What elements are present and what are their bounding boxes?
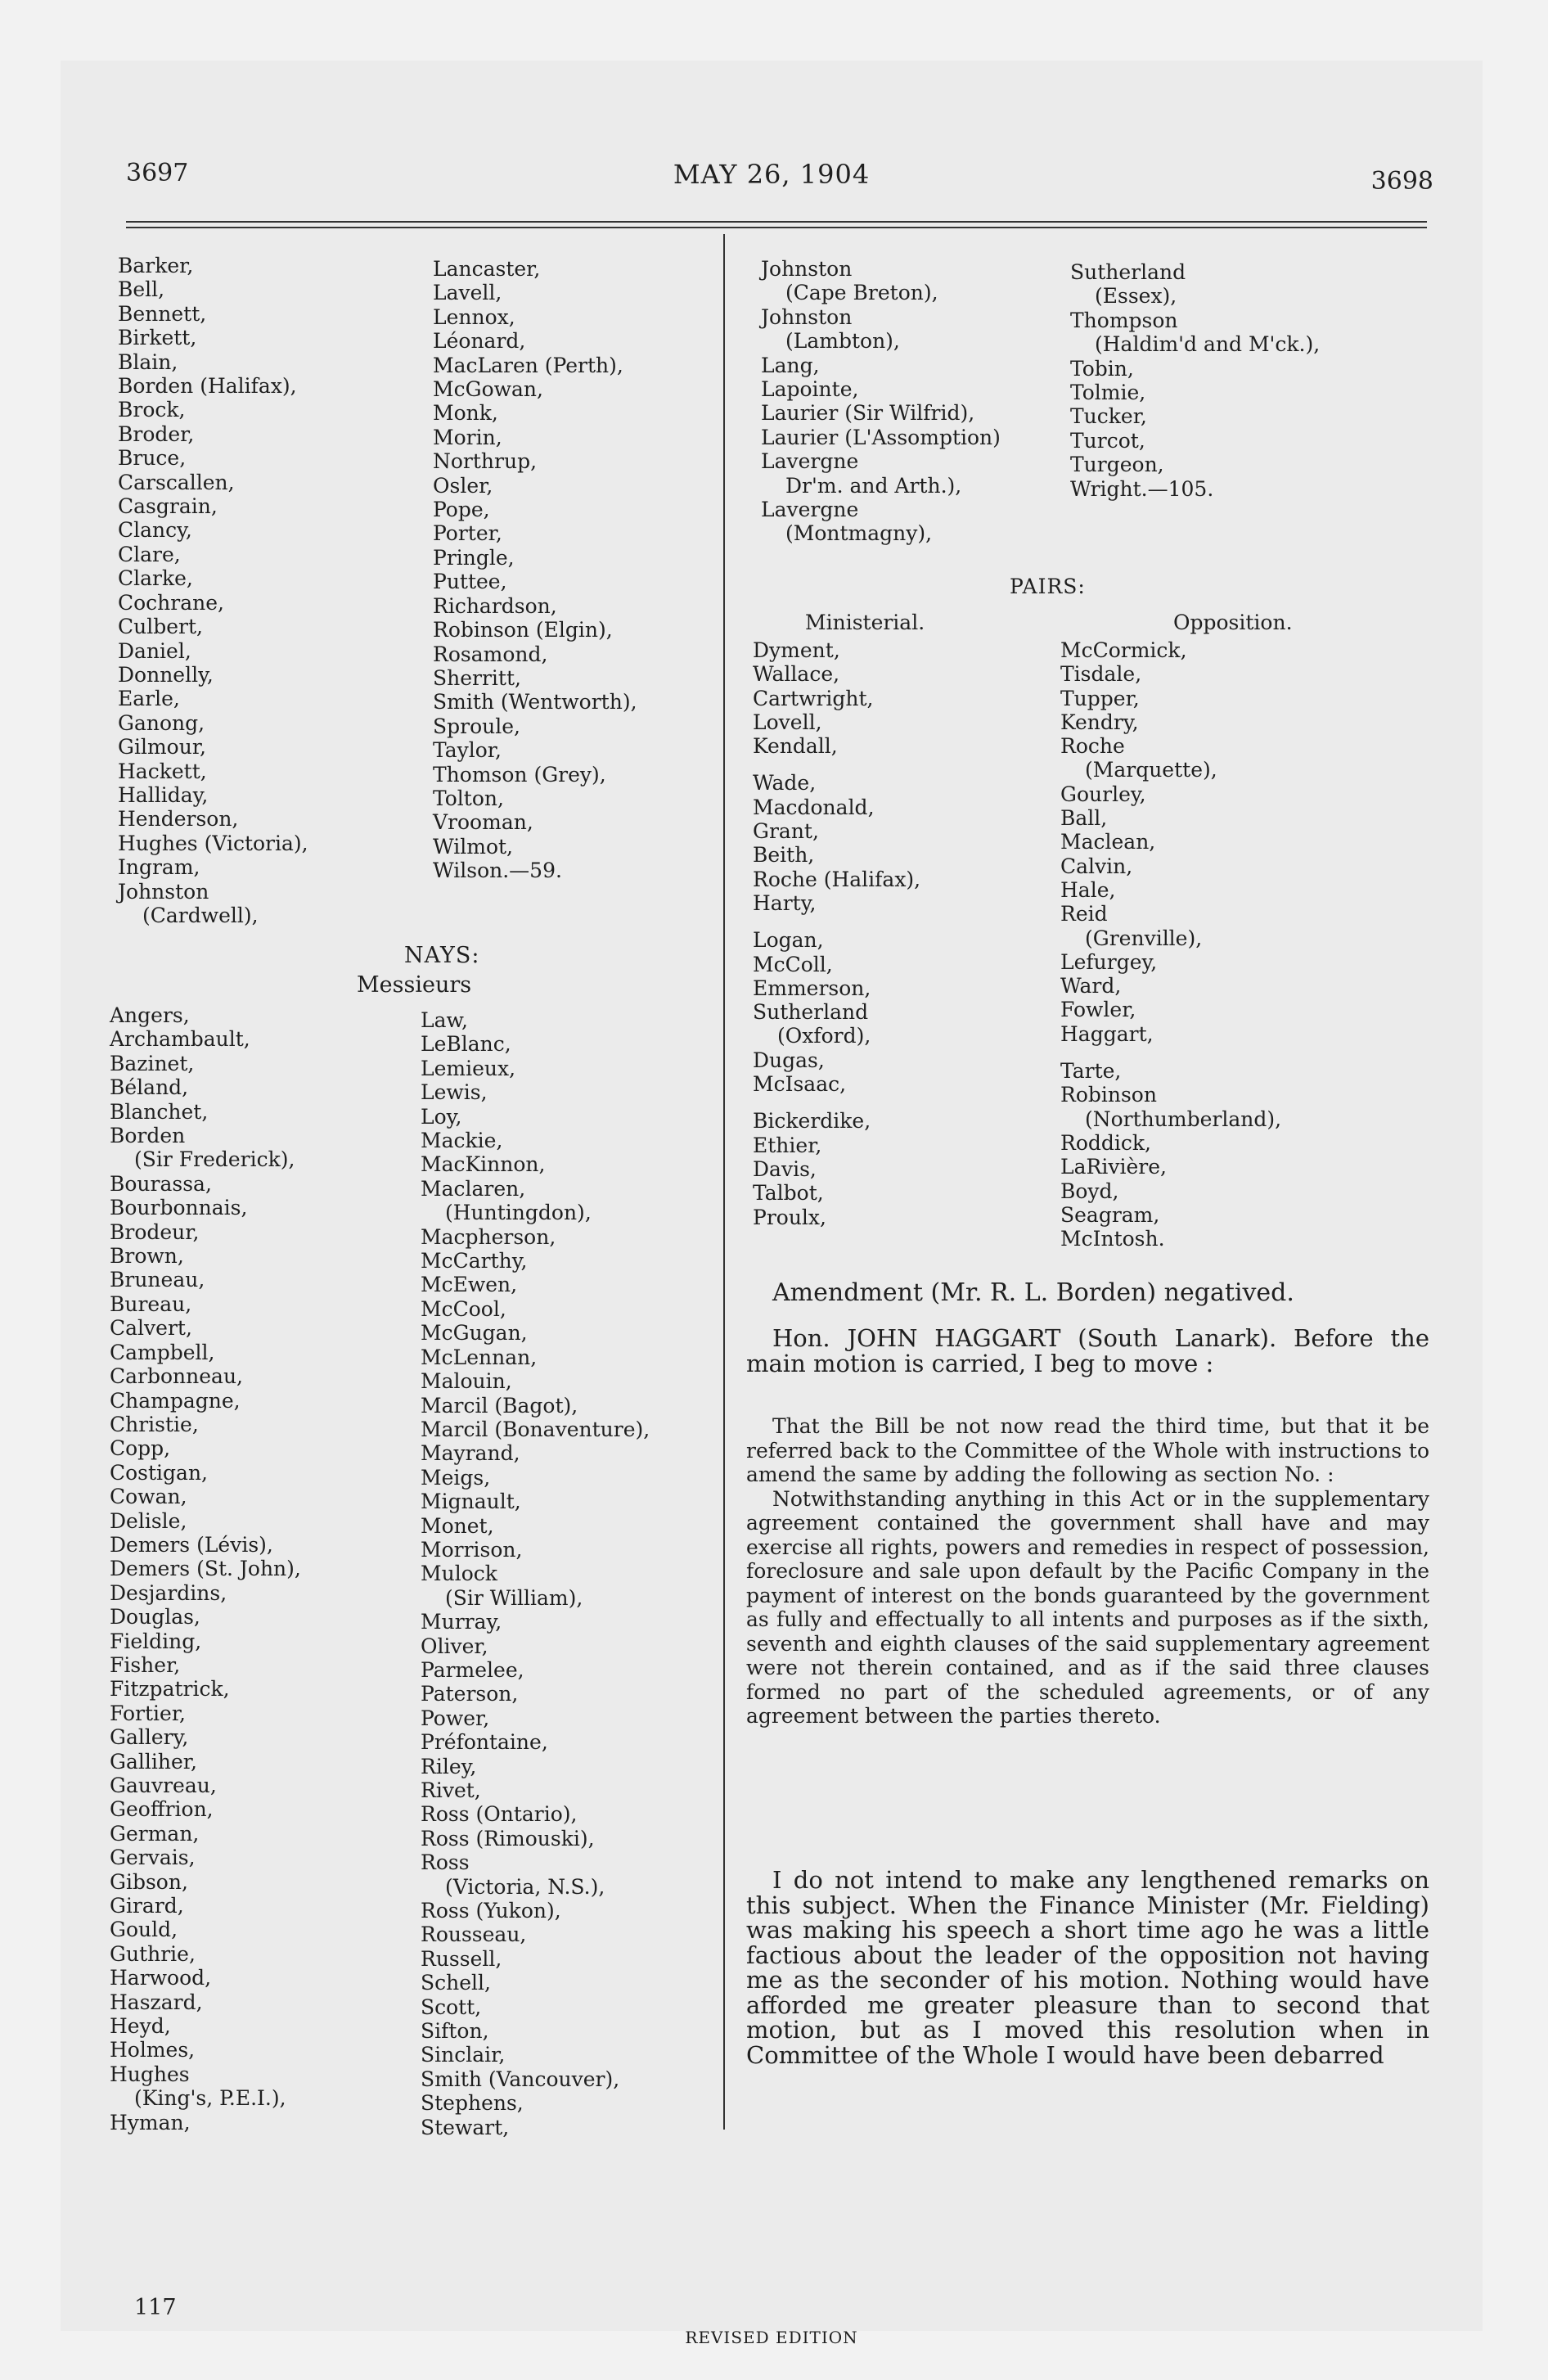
member-name: Power, (421, 1706, 490, 1730)
member-name: Macpherson, (421, 1224, 556, 1249)
member-name: Turgeon, (1070, 453, 1164, 477)
member-name: Ethier, (753, 1133, 822, 1157)
member-name: Rivet, (421, 1778, 481, 1802)
member-name: Roche (Halifax), (753, 867, 921, 891)
member-name: McCarthy, (421, 1249, 528, 1273)
member-name: Fisher, (110, 1652, 181, 1677)
member-name: Bruce, (118, 446, 187, 471)
member-name: (Huntingdon), (445, 1201, 592, 1225)
member-name: Lavell, (433, 281, 502, 305)
member-name: Daniel, (118, 638, 191, 663)
member-name: Richardson, (433, 593, 557, 618)
member-name: Riley, (421, 1754, 477, 1778)
member-name: Tarte, (1060, 1059, 1122, 1084)
yeas-list-3 (761, 257, 1001, 546)
member-name: Lennox, (433, 304, 515, 329)
member-name: Ball, (1060, 806, 1108, 831)
speech-paragraph: I do not intend to make any lengthened remarks on this subject. When the Finance Minister (Mr. Fielding) was making his speech a short time ago he was a little factious about the leader of the opposition not having me as the seconder of his motion. Nothing would have afforded me greater pleasure than to second that motion, but as I moved this resolution when in Committee of the Whole I would have been debarred (746, 1866, 1429, 2069)
member-name: Bruneau, (110, 1268, 205, 1292)
member-name: Bickerdike, (753, 1109, 871, 1134)
member-name: Donnelly, (118, 662, 214, 687)
member-name: Morrison, (421, 1537, 523, 1562)
member-name: McCool, (421, 1296, 506, 1321)
member-name: Lovell, (753, 710, 822, 734)
member-name: McEwen, (421, 1273, 518, 1297)
opposition-heading: Opposition. (1173, 611, 1293, 634)
member-name: Fortier, (110, 1701, 186, 1725)
member-name: Hughes (110, 2062, 190, 2086)
member-name: Scott, (421, 1995, 482, 2019)
member-name: Borden (110, 1124, 186, 1148)
member-name: Calvin, (1060, 854, 1133, 878)
member-name: Reid (1060, 902, 1108, 926)
member-name: Mayrand, (421, 1441, 520, 1466)
member-name: Dr'm. and Arth.), (785, 473, 962, 498)
amendment-result: Amendment (Mr. R. L. Borden) negatived. (772, 1278, 1294, 1307)
member-name: LaRivière, (1060, 1155, 1167, 1179)
member-name: Sutherland (753, 1000, 869, 1025)
member-name: Hackett, (118, 759, 207, 783)
column-divider (723, 234, 725, 2130)
member-name: Macdonald, (753, 795, 875, 819)
member-name: Pope, (433, 498, 490, 522)
member-name: Dyment, (753, 638, 840, 662)
member-name: Johnston (761, 257, 853, 281)
column-number: 117 (134, 2295, 177, 2320)
member-name: Ross (Ontario), (421, 1802, 578, 1827)
member-name: Thompson (1070, 308, 1178, 332)
member-name: Lapointe, (761, 377, 859, 402)
member-name: Sifton, (421, 2019, 489, 2044)
member-name: Lavergne (761, 449, 859, 474)
member-name: Galliher, (110, 1749, 197, 1774)
member-name: (Sir Frederick), (134, 1147, 295, 1172)
member-name: Gould, (110, 1918, 178, 1942)
member-name: Johnston (118, 879, 209, 904)
member-name: Smith (Vancouver), (421, 2067, 620, 2091)
member-name: McIntosh. (1060, 1227, 1165, 1251)
member-name: Osler, (433, 473, 493, 498)
member-name: Emmerson, (753, 976, 871, 1000)
motion-text (746, 1414, 1429, 1729)
member-name: Maclean, (1060, 830, 1156, 854)
member-name: Mackie, (421, 1129, 503, 1153)
member-name: Marcil (Bonaventure), (421, 1417, 650, 1441)
member-name: Turcot, (1070, 428, 1145, 453)
member-name: McColl, (753, 952, 833, 976)
member-name: Hughes (Victoria), (118, 831, 308, 855)
member-name: Tolmie, (1070, 381, 1146, 405)
member-name: Robinson (Elgin), (433, 618, 613, 642)
page-date: MAY 26, 1904 (673, 159, 871, 190)
member-name: Geoffrion, (110, 1797, 214, 1822)
member-name: Smith (Wentworth), (433, 690, 637, 714)
member-name: Loy, (421, 1104, 462, 1129)
motion-paragraph: Notwithstanding anything in this Act or in the supplementary agreement contained the government shall have and may exercise all rights, powers and remedies in respect of possession, foreclosure and sale upon default by the Pacific Company in the payment of interest on the bonds guaranteed by the government as fully and effectually to all intents and purposes as if the sixth, seventh and eighth clauses of the said supplementary agreement were not therein contained, and as if the said three clauses formed no part of the scheduled agreements, or of any agreement between the parties thereto. (746, 1486, 1429, 1728)
member-name: Bourbonnais, (110, 1196, 248, 1220)
member-name: Champagne, (110, 1388, 241, 1413)
member-name: Christie, (110, 1412, 199, 1436)
member-name: Lewis, (421, 1080, 488, 1105)
member-name: Robinson (1060, 1083, 1157, 1107)
member-name: Brock, (118, 398, 186, 422)
member-name: Dugas, (753, 1048, 825, 1072)
member-name: MacKinnon, (421, 1152, 546, 1177)
member-name: Tucker, (1070, 404, 1147, 429)
member-name: Porter, (433, 521, 502, 546)
hansard-page (61, 61, 1483, 2347)
member-name: Law, (421, 1008, 468, 1032)
member-name: Borden (Halifax), (118, 374, 297, 399)
member-name: Fitzpatrick, (110, 1677, 230, 1702)
member-name: Johnston (761, 304, 853, 329)
member-name: Fowler, (1060, 998, 1136, 1022)
member-name: Birkett, (118, 326, 197, 350)
member-name: Copp, (110, 1436, 171, 1461)
yeas-list-2 (433, 257, 637, 883)
footer-edition: REVISED EDITION (685, 2328, 858, 2347)
member-name: Angers, (110, 1003, 190, 1027)
member-name: Talbot, (753, 1181, 824, 1206)
member-name: Kendall, (753, 734, 838, 759)
member-name: Cochrane, (118, 590, 224, 615)
member-name: Tobin, (1070, 356, 1134, 381)
member-name: Malouin, (421, 1369, 512, 1394)
speaker-intro: Hon. JOHN HAGGART (South Lanark). Before the main motion is carried, I beg to move : (746, 1324, 1429, 1377)
member-name: Campbell, (110, 1340, 215, 1364)
member-name: McLennan, (421, 1345, 538, 1369)
member-name: Girard, (110, 1894, 184, 1918)
nays-list-2 (421, 1008, 650, 2139)
member-name: Mignault, (421, 1490, 521, 1514)
yeas-list-4 (1070, 260, 1320, 501)
nays-subheading: Messieurs (357, 972, 472, 998)
member-name: Clarke, (118, 566, 193, 591)
pairs-ministerial-list (753, 638, 920, 1229)
member-name: Halliday, (118, 782, 209, 807)
member-name: Demers (Lévis), (110, 1532, 273, 1557)
member-name: Brown, (110, 1244, 184, 1269)
member-name: (Essex), (1095, 284, 1177, 309)
member-name (1060, 1046, 1281, 1059)
member-name: Brodeur, (110, 1219, 200, 1244)
member-name: Wright.—105. (1070, 476, 1214, 501)
member-name: Gallery, (110, 1725, 189, 1750)
member-name: Schell, (421, 1971, 491, 1995)
header-rule-bottom (126, 227, 1427, 228)
member-name: Bennett, (118, 301, 207, 326)
member-name: Gibson, (110, 1869, 188, 1894)
member-name: MacLaren (Perth), (433, 353, 623, 377)
member-name: Tisdale, (1060, 662, 1142, 687)
member-name (753, 915, 920, 928)
member-name: Sproule, (433, 714, 520, 738)
member-name (753, 758, 920, 771)
member-name: Heyd, (110, 2014, 171, 2039)
member-name: Wallace, (753, 662, 840, 687)
member-name: Wilson.—59. (433, 859, 562, 883)
member-name: Grant, (753, 819, 819, 844)
member-name: Douglas, (110, 1605, 200, 1629)
yeas-list-1 (118, 254, 308, 927)
member-name: (Northumberland), (1085, 1107, 1282, 1131)
member-name: Delisle, (110, 1508, 187, 1533)
member-name: Préfontaine, (421, 1730, 548, 1755)
member-name: Sutherland (1070, 260, 1186, 284)
header-rule-top (126, 221, 1427, 223)
member-name: (Montmagny), (785, 521, 933, 546)
member-name: Roddick, (1060, 1130, 1151, 1155)
member-name: McIsaac, (753, 1072, 847, 1097)
member-name: Haggart, (1060, 1021, 1154, 1046)
member-name: Morin, (433, 425, 502, 449)
member-name: Gilmour, (118, 735, 206, 760)
member-name: Stephens, (421, 2091, 524, 2116)
member-name: Puttee, (433, 570, 507, 594)
member-name: Léonard, (433, 329, 526, 354)
member-name: Stewart, (421, 2115, 510, 2139)
member-name: Murray, (421, 1610, 502, 1634)
member-name: Monk, (433, 401, 498, 426)
member-name: Cowan, (110, 1485, 187, 1509)
member-name: (Marquette), (1085, 758, 1217, 782)
member-name: (Grenville), (1085, 926, 1203, 950)
pairs-heading: PAIRS: (1010, 575, 1086, 598)
member-name: (Sir William), (445, 1585, 583, 1610)
member-name: Béland, (110, 1075, 189, 1100)
member-name: Lavergne (761, 498, 859, 522)
member-name: Casgrain, (118, 494, 218, 519)
member-name: Calvert, (110, 1316, 192, 1341)
member-name: Guthrie, (110, 1941, 196, 1966)
member-name: Rousseau, (421, 1922, 527, 1947)
member-name: Earle, (118, 687, 180, 711)
member-name: Lemieux, (421, 1056, 516, 1080)
member-name: Maclaren, (421, 1176, 526, 1201)
member-name: Bureau, (110, 1291, 192, 1316)
member-name: Meigs, (421, 1465, 491, 1490)
member-name: (Haldim'd and M'ck.), (1095, 332, 1321, 357)
member-name: Bourassa, (110, 1171, 212, 1196)
member-name: Archambault, (110, 1027, 250, 1052)
member-name: Culbert, (118, 615, 203, 639)
member-name: Broder, (118, 421, 195, 446)
member-name: LeBlanc, (421, 1032, 511, 1057)
member-name: Vrooman, (433, 810, 533, 835)
member-name: Oliver, (421, 1634, 488, 1658)
member-name: (Victoria, N.S.), (445, 1874, 605, 1899)
member-name: Holmes, (110, 2038, 196, 2062)
member-name: Costigan, (110, 1460, 209, 1485)
member-name: Harty, (753, 890, 817, 915)
member-name: McGugan, (421, 1321, 528, 1346)
member-name: Paterson, (421, 1682, 519, 1706)
member-name: Ward, (1060, 974, 1122, 998)
member-name: Marcil (Bagot), (421, 1393, 578, 1418)
member-name: Ross (421, 1850, 470, 1875)
member-name: Fielding, (110, 1629, 202, 1653)
member-name: Parmelee, (421, 1657, 524, 1682)
member-name: Hyman, (110, 2110, 191, 2134)
member-name: Blanchet, (110, 1099, 209, 1124)
member-name: Carscallen, (118, 470, 235, 494)
member-name: Taylor, (433, 738, 502, 763)
member-name: Gourley, (1060, 782, 1146, 806)
member-name: Ross (Rimouski), (421, 1826, 595, 1850)
member-name: Beith, (753, 843, 815, 868)
member-name: Sinclair, (421, 2043, 506, 2067)
nays-heading: NAYS: (404, 943, 480, 968)
member-name: Blain, (118, 349, 178, 374)
member-name: Thomson (Grey), (433, 762, 606, 787)
member-name: Monet, (421, 1513, 494, 1538)
member-name: Tolton, (433, 786, 504, 810)
member-name: Logan, (753, 928, 824, 953)
member-name: Ingram, (118, 855, 200, 880)
member-name: (Cardwell), (142, 903, 259, 927)
member-name: Lefurgey, (1060, 949, 1158, 974)
member-name: Seagram, (1060, 1202, 1160, 1227)
member-name: Sherritt, (433, 665, 521, 690)
member-name (753, 1096, 920, 1109)
member-name: Laurier (L'Assomption) (761, 425, 1001, 449)
member-name: Mulock (421, 1562, 497, 1586)
left-column-number: 3697 (126, 159, 189, 187)
member-name: Demers (St. John), (110, 1557, 301, 1581)
member-name: (King's, P.E.I.), (134, 2086, 286, 2111)
member-name: Henderson, (118, 807, 239, 832)
member-name: Ganong, (118, 710, 205, 735)
member-name: Northrup, (433, 449, 538, 474)
member-name: (Cape Breton), (785, 281, 938, 305)
member-name: Roche (1060, 734, 1125, 759)
member-name: (Oxford), (777, 1024, 871, 1048)
pairs-opposition-list (1060, 638, 1281, 1251)
member-name: Pringle, (433, 545, 515, 570)
member-name: Cartwright, (753, 686, 874, 710)
member-name: Russell, (421, 1946, 502, 1971)
member-name: Harwood, (110, 1966, 212, 1990)
member-name: Haszard, (110, 1990, 203, 2014)
member-name: McGowan, (433, 377, 543, 402)
motion-paragraph: That the Bill be not now read the third time, but that it be referred back to the Committee of the Whole with instructions to amend the same by adding the following as section No. : (746, 1414, 1429, 1486)
member-name: German, (110, 1821, 200, 1846)
right-column-number: 3698 (1370, 167, 1433, 196)
member-name: Davis, (753, 1156, 817, 1181)
member-name: Lancaster, (433, 257, 541, 281)
nays-list-1 (110, 1003, 301, 2134)
member-name: Carbonneau, (110, 1364, 243, 1389)
member-name: Clare, (118, 542, 181, 566)
member-name: Wilmot, (433, 834, 513, 859)
member-name: Boyd, (1060, 1179, 1119, 1203)
member-name: Rosamond, (433, 642, 548, 666)
member-name: Kendry, (1060, 710, 1139, 734)
ministerial-heading: Ministerial. (805, 611, 925, 634)
member-name: (Lambton), (785, 329, 900, 354)
member-name: Laurier (Sir Wilfrid), (761, 401, 975, 426)
member-name: Desjardins, (110, 1580, 227, 1605)
member-name: Gervais, (110, 1846, 196, 1870)
member-name: Wade, (753, 771, 817, 796)
member-name: Ross (Yukon), (421, 1899, 561, 1923)
member-name: McCormick, (1060, 638, 1187, 662)
member-name: Proulx, (753, 1205, 826, 1229)
member-name: Bazinet, (110, 1051, 195, 1075)
member-name: Bell, (118, 277, 165, 302)
member-name: Gauvreau, (110, 1774, 217, 1797)
member-name: Barker, (118, 254, 194, 277)
member-name: Tupper, (1060, 686, 1140, 710)
member-name: Lang, (761, 353, 820, 377)
member-name: Clancy, (118, 518, 192, 543)
member-name: Hale, (1060, 877, 1116, 902)
